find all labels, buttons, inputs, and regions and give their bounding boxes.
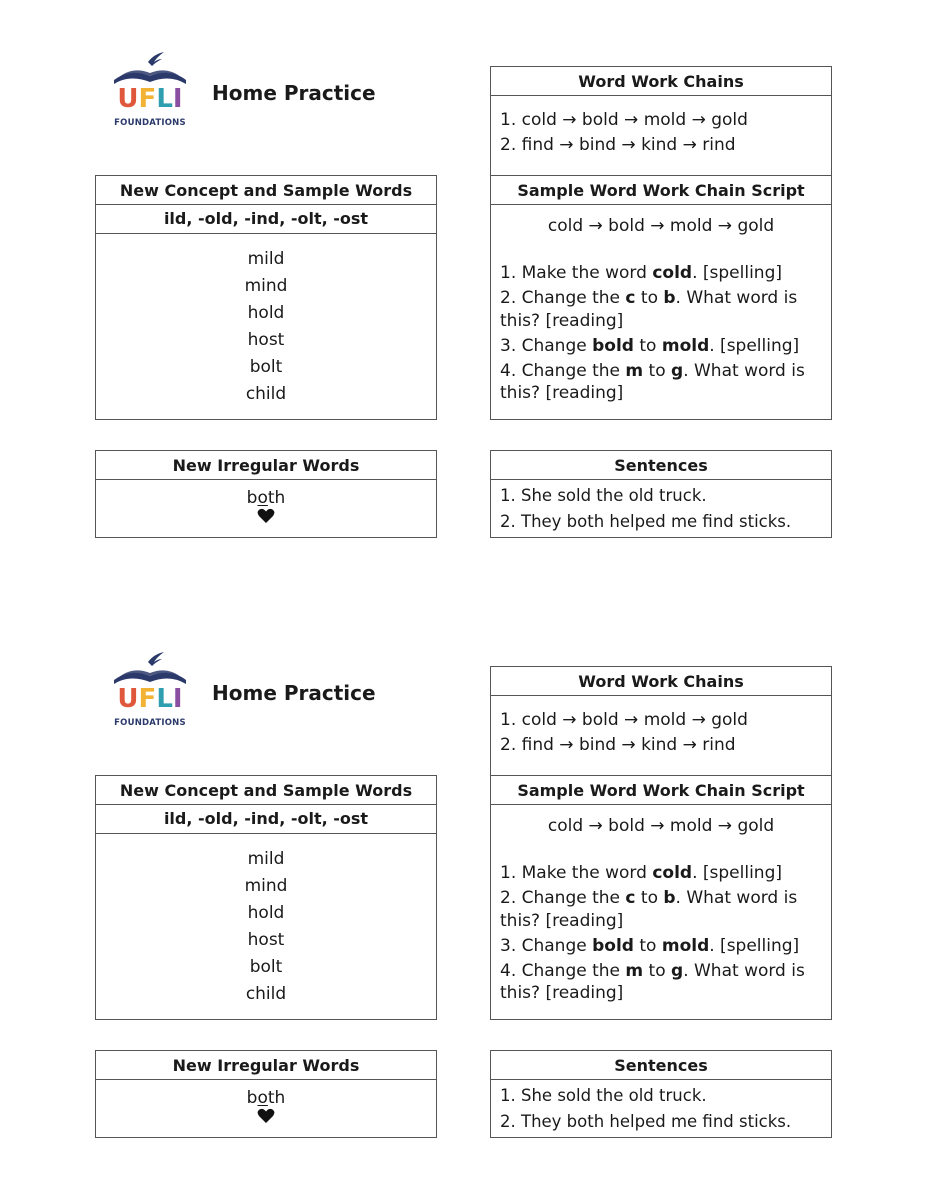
chain-item: 2. find → bind → kind → rind xyxy=(500,735,736,755)
sample-word: hold xyxy=(247,303,285,323)
sentence-item: 2. They both helped me find sticks. xyxy=(500,512,792,531)
heart-icon xyxy=(257,508,275,524)
script-header: Sample Word Work Chain Script xyxy=(491,176,831,205)
logo-letter-l: L xyxy=(156,84,173,114)
step-text: Change xyxy=(521,335,593,356)
irregular-header: New Irregular Words xyxy=(96,1051,436,1080)
sample-word-list xyxy=(96,234,436,408)
step-text: to xyxy=(633,935,662,956)
sentences-panel xyxy=(490,1050,832,1138)
chain-item: 1. cold → bold → mold → gold xyxy=(500,110,748,130)
sample-word: child xyxy=(245,984,287,1004)
script-step xyxy=(500,960,821,1005)
step-text: . What word is this? [reading] xyxy=(500,288,798,331)
sample-word: hold xyxy=(247,903,285,923)
sentences-panel xyxy=(490,450,832,538)
script-steps xyxy=(491,236,831,405)
logo-letter-u: U xyxy=(117,684,139,714)
logo-letter-f: F xyxy=(138,684,157,714)
script-chain: cold → bold → mold → gold xyxy=(547,216,775,236)
sentence-item: 2. They both helped me find sticks. xyxy=(500,1112,792,1131)
step-bold: m xyxy=(625,360,644,381)
step-text: . [spelling] xyxy=(692,863,782,883)
step-number: 2. xyxy=(500,888,522,908)
book-bird-icon xyxy=(110,650,190,686)
irregular-words-panel xyxy=(95,450,437,538)
chain-item: 1. cold → bold → mold → gold xyxy=(500,710,748,730)
script-step xyxy=(500,287,821,332)
sentences-header: Sentences xyxy=(491,1051,831,1080)
page-title: Home Practice xyxy=(212,81,376,105)
logo-letter-i: I xyxy=(172,684,183,714)
concept-panel xyxy=(95,775,437,1020)
step-text: to xyxy=(643,360,672,381)
irregular-word-prefix: b xyxy=(246,488,258,508)
step-text: . [spelling] xyxy=(709,335,800,356)
chain-script-panel xyxy=(490,775,832,1020)
step-bold: mold xyxy=(661,935,710,956)
step-bold: bold xyxy=(592,335,634,356)
irregular-marked-letter: o xyxy=(257,1088,268,1108)
chain-script-panel xyxy=(490,175,832,420)
step-text: Change the xyxy=(521,360,626,381)
step-bold: b xyxy=(663,288,676,308)
chain-item: 2. find → bind → kind → rind xyxy=(500,135,736,155)
step-text: to xyxy=(643,960,672,981)
sample-word: mild xyxy=(247,849,285,869)
step-text: to xyxy=(635,888,664,908)
sentences-list xyxy=(491,1080,831,1135)
irregular-word-suffix: th xyxy=(267,488,286,508)
script-step xyxy=(500,360,821,405)
sample-word: host xyxy=(247,930,285,950)
step-text: . What word is this? [reading] xyxy=(500,360,805,403)
step-text: Change the xyxy=(521,288,626,308)
logo-letter-l: L xyxy=(156,684,173,714)
step-text: Change xyxy=(521,935,593,956)
script-chain: cold → bold → mold → gold xyxy=(547,816,775,836)
script-header: Sample Word Work Chain Script xyxy=(491,776,831,805)
step-bold: c xyxy=(625,888,636,908)
step-bold: cold xyxy=(652,863,693,883)
sentence-item: 1. She sold the old truck. xyxy=(500,1086,707,1105)
concept-subheader: ild, -old, -ind, -olt, -ost xyxy=(96,205,436,234)
step-text: . What word is this? [reading] xyxy=(500,888,798,931)
ufli-logo xyxy=(110,650,190,734)
sample-word: bolt xyxy=(249,357,283,377)
step-number: 1. xyxy=(500,263,522,283)
sample-word-list xyxy=(96,834,436,1008)
concept-header: New Concept and Sample Words xyxy=(96,176,436,205)
sample-word: mild xyxy=(247,249,285,269)
sentence-item: 1. She sold the old truck. xyxy=(500,486,707,505)
page-title: Home Practice xyxy=(212,681,376,705)
script-step xyxy=(500,335,821,358)
book-bird-icon xyxy=(110,50,190,86)
word-work-chains-panel xyxy=(490,666,832,776)
sample-word: child xyxy=(245,384,287,404)
step-bold: b xyxy=(663,888,676,908)
step-bold: g xyxy=(671,960,684,981)
chains-header: Word Work Chains xyxy=(491,67,831,96)
step-bold: bold xyxy=(592,935,634,956)
step-text: . [spelling] xyxy=(692,263,782,283)
sample-word: host xyxy=(247,330,285,350)
step-text: . [spelling] xyxy=(709,935,800,956)
irregular-header: New Irregular Words xyxy=(96,451,436,480)
step-number: 1. xyxy=(500,863,522,883)
script-step xyxy=(500,935,821,958)
step-text: Make the word xyxy=(521,863,653,883)
irregular-word-prefix: b xyxy=(246,1088,258,1108)
step-text: . What word is this? [reading] xyxy=(500,960,805,1003)
concept-panel xyxy=(95,175,437,420)
chains-list xyxy=(491,96,831,158)
sample-word: bolt xyxy=(249,957,283,977)
script-step xyxy=(500,262,821,285)
step-text: Change the xyxy=(521,888,626,908)
heart-icon xyxy=(257,1108,275,1124)
step-bold: c xyxy=(625,288,636,308)
practice-card-bottom xyxy=(0,600,927,1200)
ufli-logo xyxy=(110,50,190,134)
step-bold: mold xyxy=(661,335,710,356)
sentences-header: Sentences xyxy=(491,451,831,480)
step-number: 3. xyxy=(500,935,522,956)
logo-subtitle: FOUNDATIONS xyxy=(114,718,186,728)
sentences-list xyxy=(491,480,831,535)
step-number: 3. xyxy=(500,335,522,356)
step-bold: g xyxy=(671,360,684,381)
step-text: Make the word xyxy=(521,263,653,283)
logo-letter-f: F xyxy=(138,84,157,114)
script-step xyxy=(500,887,821,932)
step-bold: cold xyxy=(652,263,693,283)
step-number: 2. xyxy=(500,288,522,308)
logo-wordmark xyxy=(110,686,190,712)
irregular-marked-letter: o xyxy=(257,488,268,508)
concept-subheader: ild, -old, -ind, -olt, -ost xyxy=(96,805,436,834)
irregular-word-suffix: th xyxy=(267,1088,286,1108)
word-work-chains-panel xyxy=(490,66,832,176)
irregular-word xyxy=(96,480,436,508)
script-steps xyxy=(491,836,831,1005)
sample-word: mind xyxy=(244,876,288,896)
script-step xyxy=(500,862,821,885)
step-number: 4. xyxy=(500,960,522,981)
irregular-words-panel xyxy=(95,1050,437,1138)
logo-subtitle: FOUNDATIONS xyxy=(114,118,186,128)
sample-word: mind xyxy=(244,276,288,296)
logo-wordmark xyxy=(110,86,190,112)
concept-header: New Concept and Sample Words xyxy=(96,776,436,805)
chains-header: Word Work Chains xyxy=(491,667,831,696)
step-number: 4. xyxy=(500,360,522,381)
chains-list xyxy=(491,696,831,758)
step-text: Change the xyxy=(521,960,626,981)
step-text: to xyxy=(635,288,664,308)
step-text: to xyxy=(633,335,662,356)
logo-letter-u: U xyxy=(117,84,139,114)
logo-letter-i: I xyxy=(172,84,183,114)
irregular-word xyxy=(96,1080,436,1108)
step-bold: m xyxy=(625,960,644,981)
